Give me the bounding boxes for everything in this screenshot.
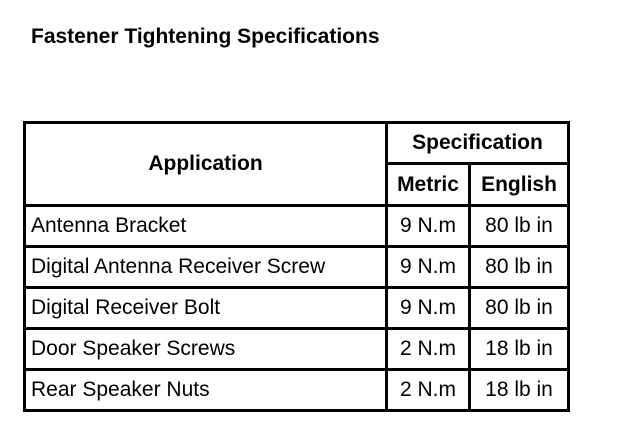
table-row (25, 370, 569, 411)
page-title: Fastener Tightening Specifications (31, 25, 380, 48)
header-english: English (470, 164, 569, 206)
metric-cell: 9 N.m (387, 288, 470, 329)
metric-cell: 9 N.m (387, 206, 470, 247)
metric-cell: 2 N.m (387, 370, 470, 411)
application-cell: Rear Speaker Nuts (25, 370, 387, 411)
application-cell: Digital Antenna Receiver Screw (25, 247, 387, 288)
table-row (25, 329, 569, 370)
table-row (25, 247, 569, 288)
application-cell: Digital Receiver Bolt (25, 288, 387, 329)
metric-cell: 2 N.m (387, 329, 470, 370)
header-metric: Metric (387, 164, 470, 206)
metric-cell: 9 N.m (387, 247, 470, 288)
english-cell: 80 lb in (470, 288, 569, 329)
table-row (25, 206, 569, 247)
application-cell: Door Speaker Screws (25, 329, 387, 370)
header-application: Application (25, 123, 387, 206)
table-row (25, 288, 569, 329)
english-cell: 18 lb in (470, 370, 569, 411)
english-cell: 80 lb in (470, 247, 569, 288)
english-cell: 80 lb in (470, 206, 569, 247)
fastener-spec-table (23, 121, 570, 412)
header-specification: Specification (387, 123, 569, 164)
english-cell: 18 lb in (470, 329, 569, 370)
application-cell: Antenna Bracket (25, 206, 387, 247)
